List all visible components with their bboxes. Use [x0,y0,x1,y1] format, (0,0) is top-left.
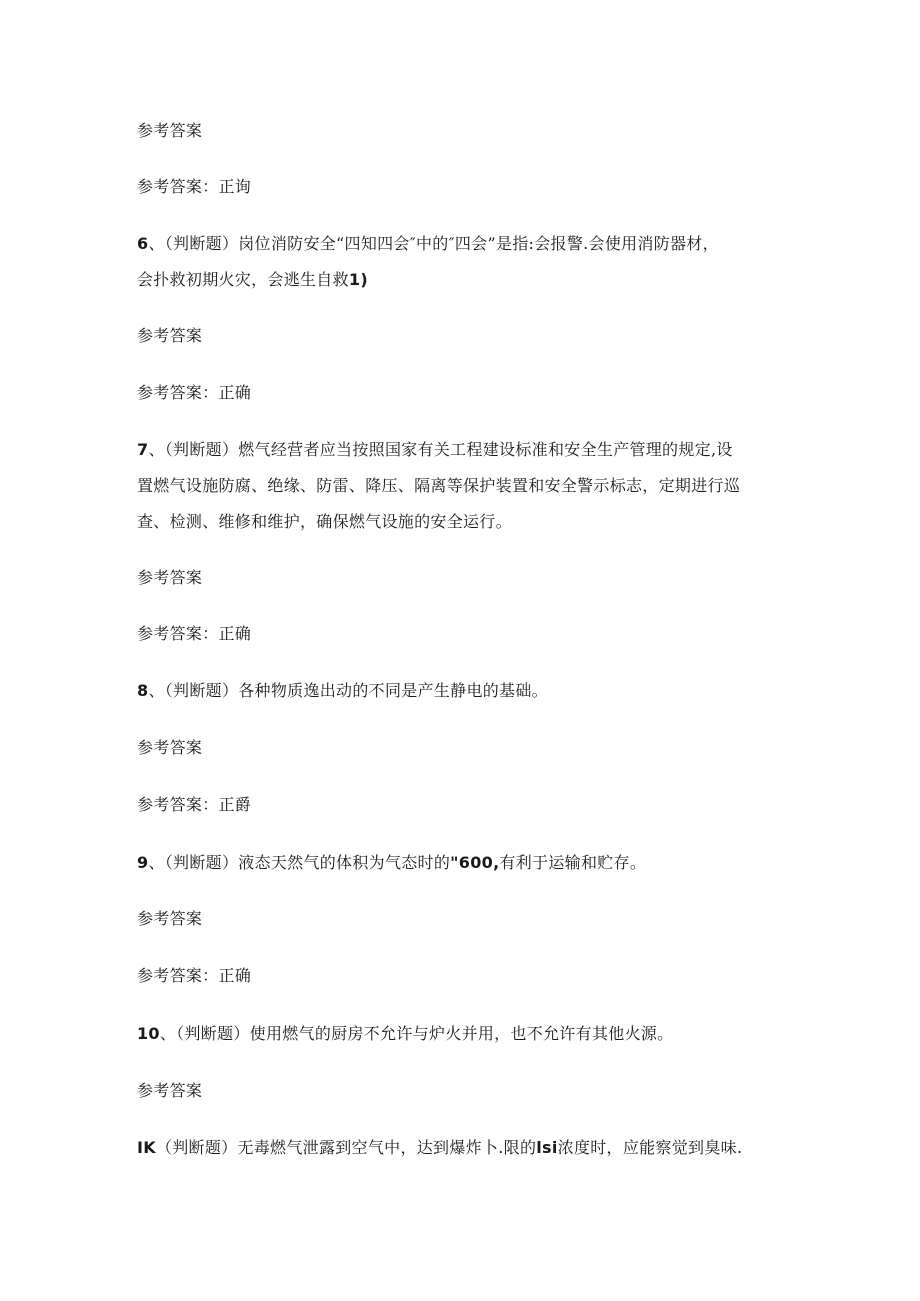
answer-line: 参考答案：正确 [137,383,252,402]
question-number: IK [137,1138,156,1157]
answer-heading: 参考答案 [137,326,203,345]
answer-heading: 参考答案 [137,568,203,587]
question-9-line-1: 9、（判断题）液态天然气的体积为气态时的"600,有利于运输和贮存。 [137,853,647,872]
question-10-line-1: 10、（判断题）使用燃气的厨房不允许与炉火并用，也不允许有其他火源。 [137,1024,674,1043]
answer-heading: 参考答案 [137,738,203,757]
question-number: 7 [137,440,149,459]
answer-heading: 参考答案 [137,121,203,140]
answer-line: 参考答案：正爵 [137,795,252,814]
answer-heading: 参考答案 [137,909,203,928]
answer-heading: 参考答案 [137,1081,203,1100]
question-11-line-1: IK（判断题）无毒燃气泄露到空气中，达到爆炸卜.限的lsi浓度时，应能察觉到臭味. [137,1138,743,1157]
question-number: 10 [137,1024,160,1043]
question-number: 9 [137,853,149,872]
question-number: 6 [137,234,149,253]
question-6-line-2: 会扑救初期火灾，会逃生自救1) [137,270,368,289]
question-number: 8 [137,681,149,700]
question-8-line-1: 8、（判断题）各种物质逸出动的不同是产生静电的基础。 [137,681,548,700]
question-7-line-1: 7、（判断题）燃气经营者应当按照国家有关工程建设标准和安全生产管理的规定,设 [137,440,733,459]
answer-line: 参考答案：正确 [137,624,252,643]
answer-line: 参考答案：正询 [137,177,252,196]
question-7-line-3: 查、检测、维修和维护，确保燃气设施的安全运行。 [137,512,512,531]
question-6-line-1: 6、（判断题）岗位消防安全“四知四会″中的″四会”是指:会报警.会使用消防器材， [137,234,719,253]
answer-line: 参考答案：正确 [137,966,252,985]
question-7-line-2: 置燃气设施防腐、绝缘、防雷、降压、隔离等保护装置和安全警示标志，定期进行巡 [137,476,741,495]
